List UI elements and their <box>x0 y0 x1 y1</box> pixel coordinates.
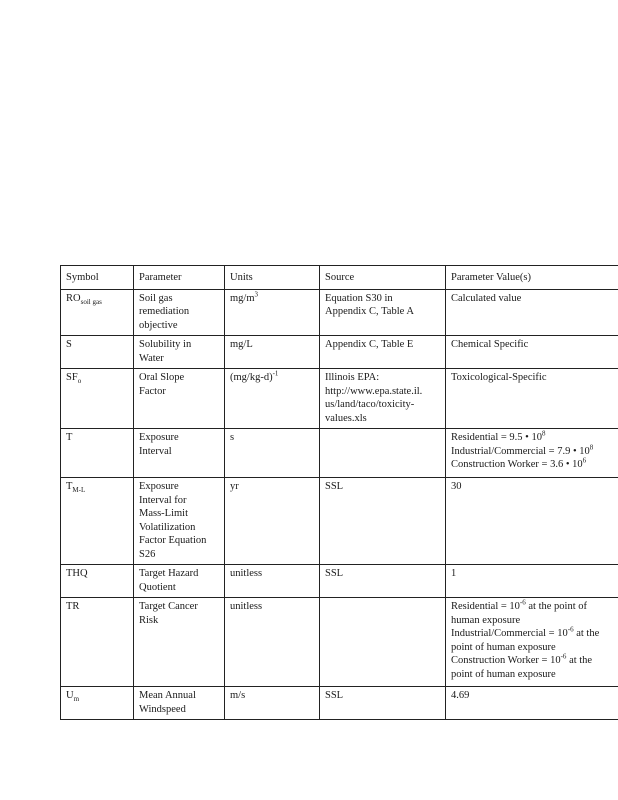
value-line <box>451 654 615 668</box>
units-text: m/s <box>230 690 246 701</box>
symbol-cell <box>61 687 134 720</box>
table-row <box>61 369 618 429</box>
symbol-cell <box>61 336 134 369</box>
units-cell <box>225 429 320 478</box>
value-cell <box>446 598 618 687</box>
source-line: SSL <box>325 690 344 701</box>
value-text: point of human exposure <box>451 641 556 653</box>
value-line: Calculated value <box>451 292 522 304</box>
source-line: SSL <box>325 481 344 492</box>
value-line: 30 <box>451 481 462 492</box>
units-cell <box>225 687 320 720</box>
parameter-line: remediation <box>139 306 190 317</box>
value-text: point of human exposure <box>451 668 556 680</box>
symbol-subscript: soil gas <box>80 297 102 306</box>
value-line: Chemical Specific <box>451 339 529 350</box>
parameter-line: Exposure <box>139 432 179 443</box>
symbol-subscript: M-L <box>72 486 86 495</box>
source-cell <box>320 598 446 687</box>
parameter-line: Windspeed <box>139 703 186 715</box>
header-parameter-values: Parameter Value(s) <box>446 266 618 290</box>
parameter-cell <box>134 598 225 687</box>
header-units: Units <box>225 266 320 290</box>
value-superscript: 8 <box>541 429 546 438</box>
value-cell <box>446 289 618 336</box>
source-cell <box>320 289 446 336</box>
units-text: (mg/kg-d) <box>230 372 273 383</box>
value-text-after: at the point of <box>525 601 588 612</box>
table-row <box>61 336 618 369</box>
value-superscript: -6 <box>567 625 574 634</box>
units-cell <box>225 336 320 369</box>
symbol-text: TR <box>66 601 80 612</box>
units-superscript: -1 <box>272 369 279 378</box>
parameter-line: objective <box>139 319 178 331</box>
source-line: SSL <box>325 568 344 579</box>
parameter-line: Water <box>139 352 164 364</box>
symbol-text: S <box>66 339 72 350</box>
source-line: http://www.epa.state.il. <box>325 385 423 397</box>
units-cell <box>225 478 320 565</box>
parameter-cell <box>134 336 225 369</box>
parameter-cell <box>134 565 225 598</box>
source-cell <box>320 478 446 565</box>
parameter-cell <box>134 289 225 336</box>
parameter-cell <box>134 429 225 478</box>
parameter-line: Mean Annual <box>139 690 196 701</box>
symbol-subscript: o <box>77 377 82 386</box>
symbol-text: RO <box>66 292 81 304</box>
value-superscript: 8 <box>589 443 594 451</box>
units-cell <box>225 289 320 336</box>
value-line <box>451 445 615 459</box>
units-text: mg/m <box>230 292 255 304</box>
symbol-text: U <box>66 690 74 701</box>
parameter-line: Target Cancer <box>139 601 198 612</box>
value-text: human exposure <box>451 614 521 626</box>
source-line: Illinois EPA: <box>325 372 380 383</box>
table-header-row <box>61 266 618 290</box>
source-line: Appendix C, Table E <box>325 339 414 350</box>
value-superscript: -6 <box>519 598 526 607</box>
value-text: Residential = 10 <box>451 601 520 612</box>
units-text: unitless <box>230 601 263 612</box>
source-cell <box>320 687 446 720</box>
value-line <box>451 627 615 641</box>
units-text: mg/L <box>230 339 253 350</box>
value-cell <box>446 565 618 598</box>
parameter-line: Interval <box>139 445 172 457</box>
value-cell <box>446 687 618 720</box>
header-symbol: Symbol <box>61 266 134 290</box>
parameter-line: Soil gas <box>139 292 173 304</box>
symbol-subscript: m <box>73 695 80 704</box>
value-line: 1 <box>451 568 457 579</box>
value-text-after: at the <box>566 655 593 666</box>
source-cell <box>320 565 446 598</box>
value-cell <box>446 369 618 429</box>
value-text: Residential = 9.5 • 10 <box>451 432 542 443</box>
symbol-text: T <box>66 432 73 443</box>
parameter-line: Volatilization <box>139 521 196 533</box>
symbol-text: THQ <box>66 568 88 579</box>
symbol-text: SF <box>66 372 78 383</box>
symbol-text: T <box>66 481 73 492</box>
symbol-cell <box>61 565 134 598</box>
parameter-cell <box>134 478 225 565</box>
symbol-cell <box>61 478 134 565</box>
parameter-line: Oral Slope <box>139 372 185 383</box>
source-cell <box>320 336 446 369</box>
value-text: Industrial/Commercial = 7.9 • 10 <box>451 445 590 457</box>
symbol-cell <box>61 429 134 478</box>
parameter-line: Mass-Limit <box>139 508 188 519</box>
source-cell <box>320 429 446 478</box>
parameter-line: Risk <box>139 614 159 626</box>
source-line: us/land/taco/toxicity- <box>325 399 415 410</box>
value-superscript: 6 <box>582 456 587 465</box>
symbol-cell <box>61 369 134 429</box>
parameter-cell <box>134 369 225 429</box>
value-line <box>451 600 615 614</box>
value-superscript: -6 <box>560 652 567 661</box>
source-line: Appendix C, Table A <box>325 306 414 317</box>
table-row <box>61 565 618 598</box>
table-row <box>61 598 618 687</box>
value-cell <box>446 478 618 565</box>
value-cell <box>446 429 618 478</box>
header-parameter: Parameter <box>134 266 225 290</box>
symbol-cell <box>61 289 134 336</box>
value-line <box>451 458 615 472</box>
source-line: values.xls <box>325 412 367 424</box>
parameter-line: S26 <box>139 548 156 560</box>
parameter-line: Solubility in <box>139 339 192 350</box>
units-text: s <box>230 432 235 443</box>
source-cell <box>320 369 446 429</box>
value-line: 4.69 <box>451 690 470 701</box>
parameter-line: Factor Equation <box>139 535 207 546</box>
units-text: unitless <box>230 568 263 579</box>
value-text: Industrial/Commercial = 10 <box>451 628 568 639</box>
parameter-cell <box>134 687 225 720</box>
parameters-table <box>60 265 618 720</box>
header-source: Source <box>320 266 446 290</box>
units-superscript: 3 <box>254 290 259 298</box>
value-text-after: at the <box>573 628 600 639</box>
units-cell <box>225 369 320 429</box>
value-cell <box>446 336 618 369</box>
source-line: Equation S30 in <box>325 292 393 304</box>
value-line: Toxicological-Specific <box>451 372 547 383</box>
value-text: Construction Worker = 3.6 • 10 <box>451 459 583 470</box>
table-row <box>61 687 618 720</box>
parameter-line: Quotient <box>139 581 176 593</box>
value-text: Construction Worker = 10 <box>451 655 561 666</box>
table-row <box>61 429 618 478</box>
parameter-line: Interval for <box>139 494 187 506</box>
parameter-line: Target Hazard <box>139 568 199 579</box>
units-text: yr <box>230 481 239 492</box>
parameter-line: Exposure <box>139 481 179 492</box>
table-row <box>61 289 618 336</box>
value-line <box>451 641 615 655</box>
units-cell <box>225 565 320 598</box>
units-cell <box>225 598 320 687</box>
symbol-cell <box>61 598 134 687</box>
value-line <box>451 668 615 682</box>
table-row <box>61 478 618 565</box>
parameter-line: Factor <box>139 385 166 397</box>
value-line <box>451 614 615 628</box>
